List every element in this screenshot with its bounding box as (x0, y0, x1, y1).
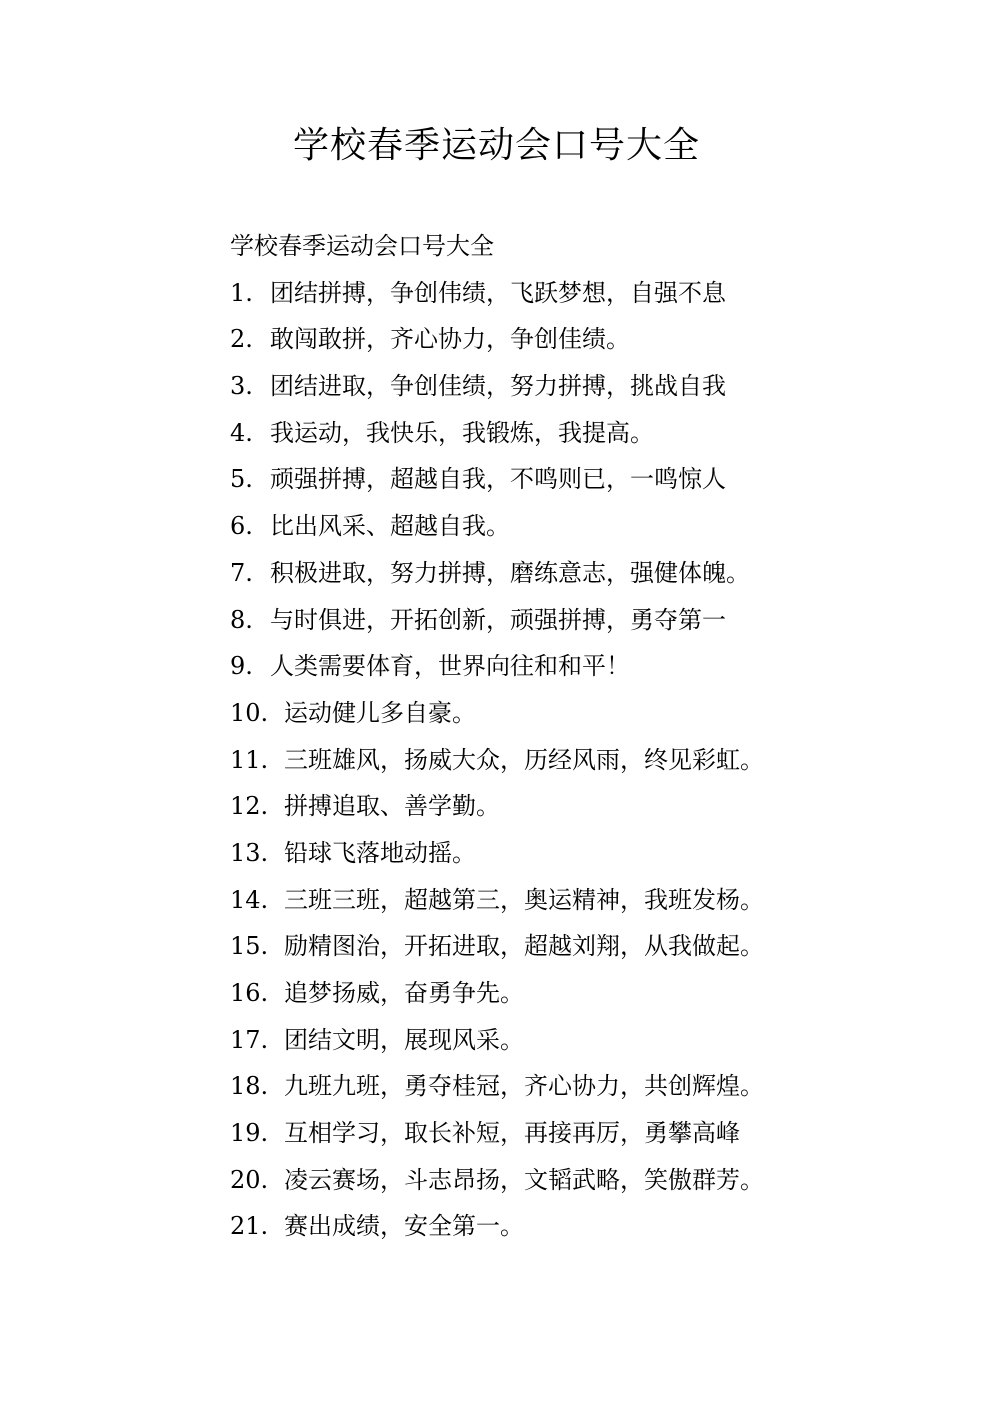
slogan-number: 17. (230, 1025, 269, 1054)
slogan-item (230, 410, 930, 457)
slogan-text: 团结进取，争创佳绩，努力拼搏，挑战自我 (270, 372, 726, 401)
slogan-number: 13. (230, 838, 269, 867)
slogan-text: 团结拼搏，争创伟绩，飞跃梦想，自强不息 (270, 278, 726, 307)
slogan-list (230, 270, 930, 1250)
slogan-text: 团结文明，展现风采。 (284, 1025, 524, 1054)
slogan-number: 19. (230, 1119, 269, 1148)
slogan-text: 我运动，我快乐，我锻炼，我提高。 (270, 418, 654, 447)
slogan-number: 14. (230, 885, 269, 914)
slogan-number: 1. (230, 278, 253, 307)
slogan-number: 2. (230, 325, 253, 354)
slogan-text: 凌云赛场，斗志昂扬，文韬武略，笑傲群芳。 (284, 1165, 764, 1194)
slogan-number: 20. (230, 1165, 269, 1194)
slogan-item (230, 877, 930, 924)
slogan-text: 敢闯敢拼，齐心协力，争创佳绩。 (270, 325, 630, 354)
slogan-number: 21. (230, 1212, 269, 1241)
slogan-item (230, 456, 930, 503)
slogan-item (230, 363, 930, 410)
slogan-number: 9. (230, 652, 253, 681)
document-subtitle: 学校春季运动会口号大全 (230, 232, 494, 260)
slogan-text: 比出风采、超越自我。 (270, 512, 510, 541)
slogan-text: 三班雄风，扬威大众，历经风雨，终见彩虹。 (284, 745, 764, 774)
slogan-item (230, 1017, 930, 1064)
slogan-item (230, 597, 930, 644)
slogan-text: 赛出成绩，安全第一。 (284, 1212, 524, 1241)
slogan-number: 10. (230, 698, 269, 727)
slogan-text: 九班九班，勇夺桂冠，齐心协力，共创辉煌。 (284, 1072, 764, 1101)
slogan-text: 互相学习，取长补短，再接再厉，勇攀高峰 (284, 1119, 740, 1148)
slogan-number: 3. (230, 372, 253, 401)
slogan-number: 6. (230, 512, 253, 541)
slogan-number: 5. (230, 465, 253, 494)
page-title: 学校春季运动会口号大全 (292, 125, 700, 166)
slogan-text: 顽强拼搏，超越自我，不鸣则已，一鸣惊人 (270, 465, 726, 494)
slogan-text: 铅球飞落地动摇。 (284, 838, 476, 867)
slogan-text: 与时俱进，开拓创新，顽强拼搏，勇夺第一 (270, 605, 726, 634)
slogan-item (230, 923, 930, 970)
slogan-number: 15. (230, 932, 269, 961)
slogan-item (230, 783, 930, 830)
slogan-number: 8. (230, 605, 253, 634)
slogan-number: 7. (230, 558, 253, 587)
slogan-item (230, 503, 930, 550)
slogan-item (230, 643, 930, 690)
slogan-item (230, 316, 930, 363)
slogan-text: 追梦扬威，奋勇争先。 (284, 979, 524, 1007)
slogan-text: 拼搏追取、善学勤。 (284, 792, 500, 821)
slogan-item (230, 1203, 930, 1250)
slogan-text: 三班三班，超越第三，奥运精神，我班发杨。 (284, 885, 764, 914)
slogan-number: 4. (230, 418, 253, 447)
slogan-number: 18. (230, 1072, 269, 1101)
slogan-item (230, 1063, 930, 1110)
slogan-number: 12. (230, 792, 269, 821)
slogan-text: 人类需要体育，世界向往和和平！ (270, 652, 630, 681)
slogan-text: 积极进取，努力拼搏，磨练意志，强健体魄。 (270, 558, 750, 587)
slogan-text: 运动健儿多自豪。 (284, 698, 476, 727)
slogan-item (230, 737, 930, 784)
slogan-item (230, 550, 930, 597)
document-body (230, 223, 930, 1250)
slogan-item (230, 830, 930, 877)
slogan-number: 11. (230, 745, 269, 774)
slogan-text: 励精图治，开拓进取，超越刘翔，从我做起。 (284, 932, 764, 961)
slogan-item (230, 1110, 930, 1157)
slogan-number: 16. (230, 979, 269, 1007)
slogan-item (230, 1157, 930, 1204)
slogan-item (230, 690, 930, 737)
slogan-item (230, 970, 930, 1017)
slogan-item (230, 270, 930, 317)
